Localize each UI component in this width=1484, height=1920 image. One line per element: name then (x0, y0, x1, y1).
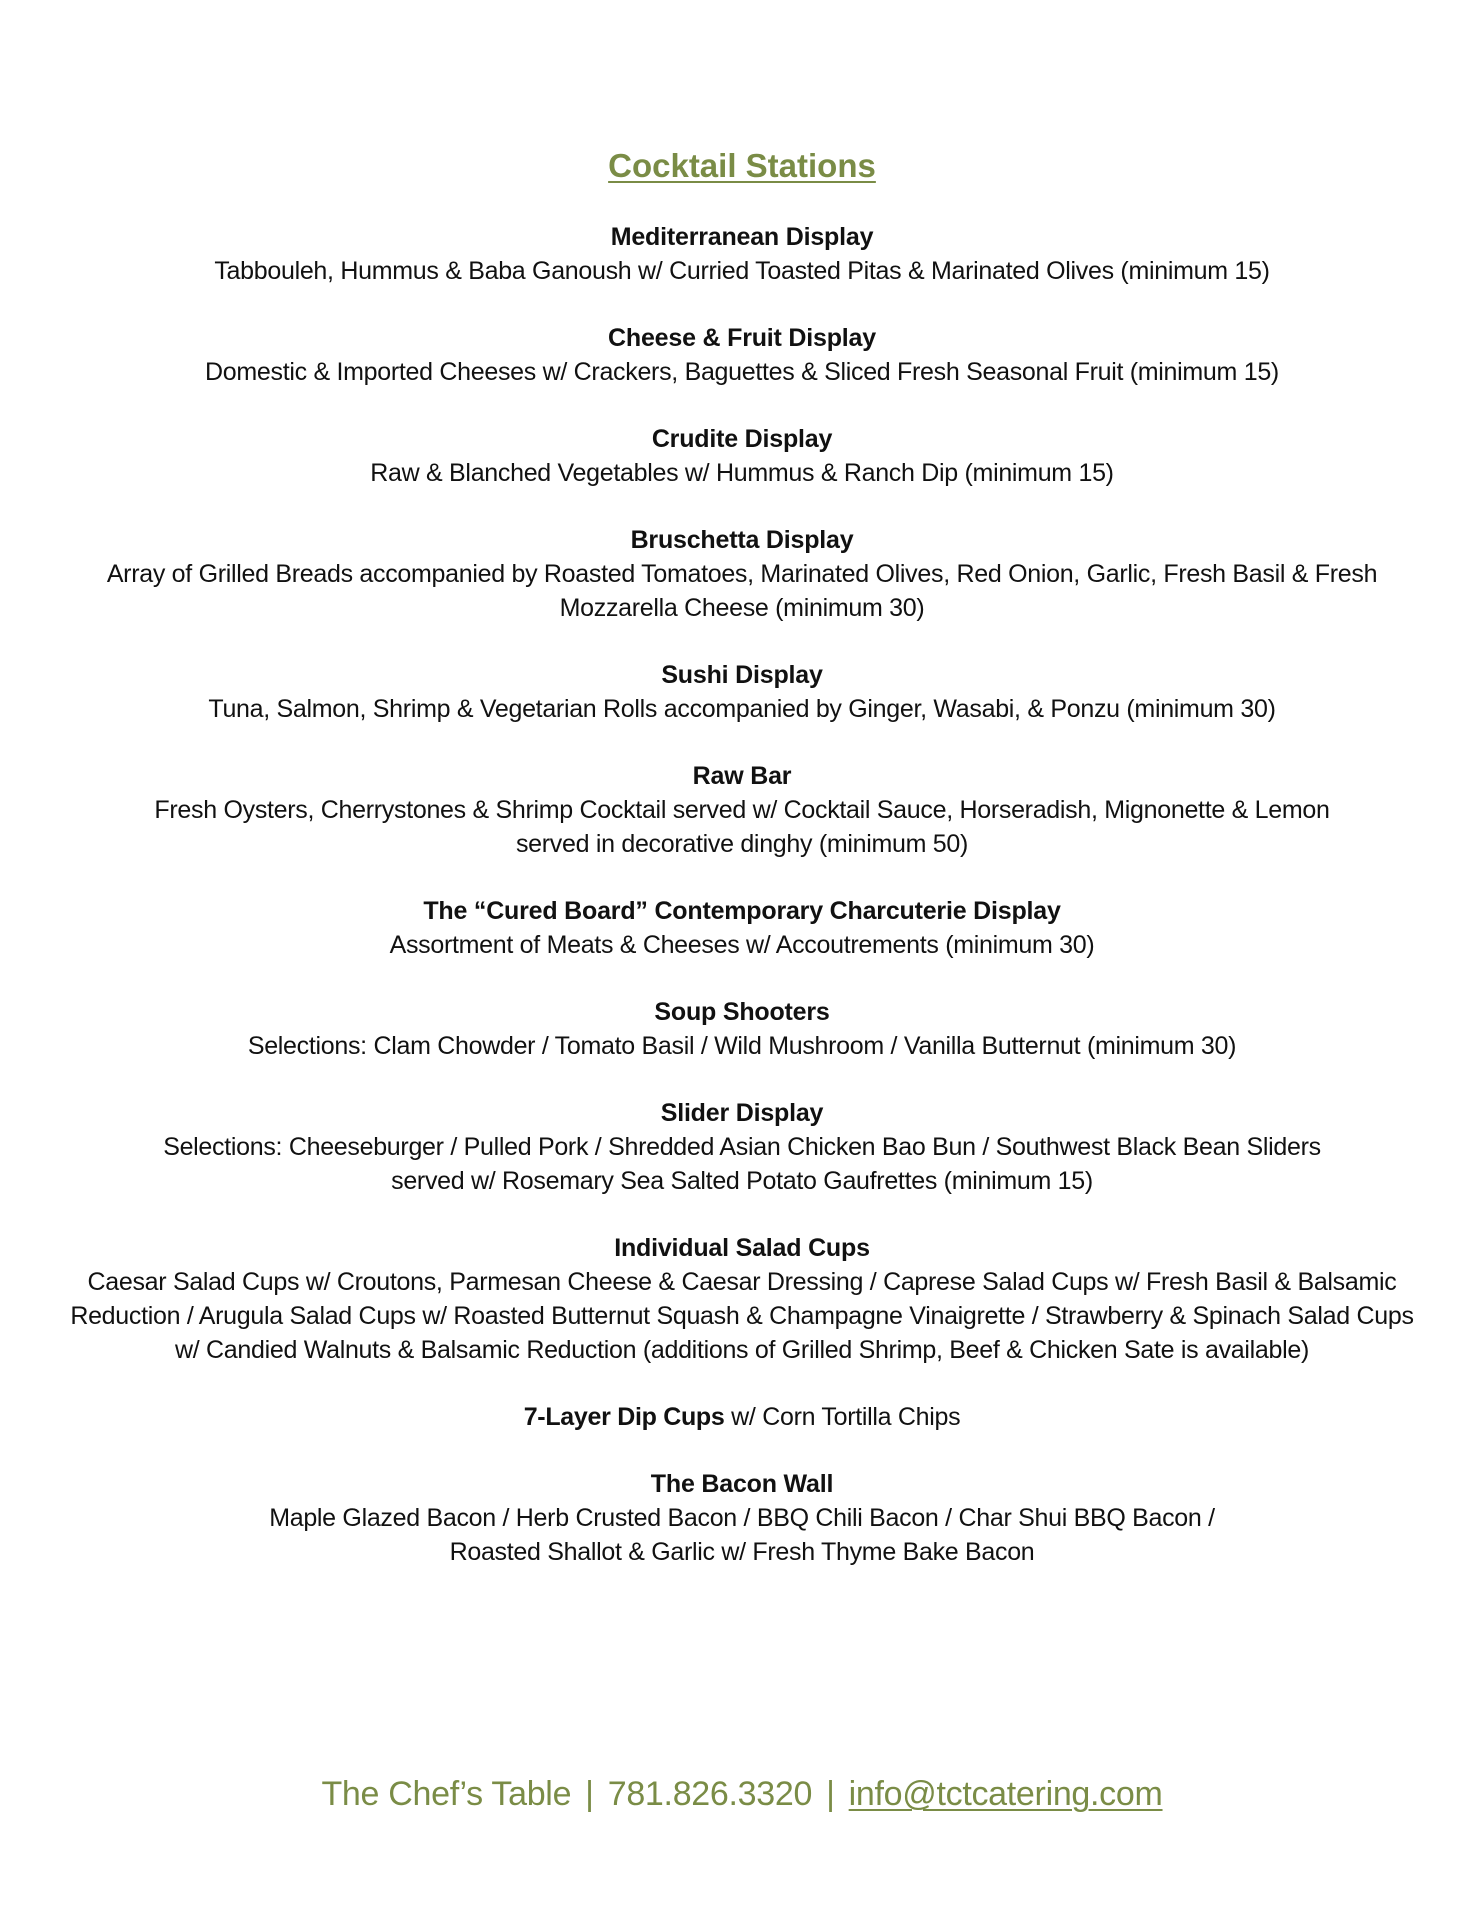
station-name: Individual Salad Cups (614, 1234, 870, 1262)
station-cheese-fruit (60, 321, 1424, 389)
station-raw-bar (60, 759, 1424, 861)
station-soup-shooters (60, 995, 1424, 1063)
station-description-line: Fresh Oysters, Cherrystones & Shrimp Cocktail served w/ Cocktail Sauce, Horseradish, Mignonette & Lemon (154, 796, 1330, 824)
station-description: Assortment of Meats & Cheeses w/ Accoutrements (minimum 30) (389, 931, 1095, 959)
station-name: Sushi Display (661, 661, 823, 689)
station-name: Soup Shooters (654, 998, 830, 1026)
station-description-line: Roasted Shallot & Garlic w/ Fresh Thyme Bake Bacon (449, 1538, 1035, 1566)
station-sushi (60, 658, 1424, 726)
station-name: The Bacon Wall (650, 1470, 834, 1498)
station-description-line: Reduction / Arugula Salad Cups w/ Roasted Butternut Squash & Champagne Vinaigrette / Strawberry & Spinach Salad Cups (70, 1302, 1414, 1330)
phone-number: 781.826.3320 (607, 1775, 813, 1813)
station-description: Domestic & Imported Cheeses w/ Crackers, Baguettes & Sliced Fresh Seasonal Fruit (minimum 15) (205, 358, 1279, 386)
station-name: Crudite Display (651, 425, 833, 453)
station-name: Slider Display (660, 1099, 824, 1127)
footer-separator: | (585, 1775, 594, 1813)
station-description-line: w/ Candied Walnuts & Balsamic Reduction (additions of Grilled Shrimp, Beef & Chicken Sate is available) (175, 1336, 1309, 1364)
station-name: Cheese & Fruit Display (608, 324, 876, 352)
station-description-line: Maple Glazed Bacon / Herb Crusted Bacon / BBQ Chili Bacon / Char Shui BBQ Bacon / (269, 1504, 1215, 1532)
station-description: Raw & Blanched Vegetables w/ Hummus & Ranch Dip (minimum 15) (370, 459, 1114, 487)
station-salad-cups (60, 1231, 1424, 1367)
station-description-line: served w/ Rosemary Sea Salted Potato Gaufrettes (minimum 15) (391, 1167, 1093, 1195)
station-description: Tuna, Salmon, Shrimp & Vegetarian Rolls accompanied by Ginger, Wasabi, & Ponzu (minimum 30) (208, 695, 1276, 723)
station-name: The “Cured Board” Contemporary Charcuterie Display (423, 897, 1061, 925)
station-slider (60, 1096, 1424, 1198)
station-description-line: served in decorative dinghy (minimum 50) (515, 830, 969, 858)
station-mediterranean (60, 220, 1424, 288)
station-name: 7-Layer Dip Cups (523, 1403, 725, 1431)
station-name: Mediterranean Display (610, 223, 874, 251)
station-bruschetta (60, 523, 1424, 625)
station-description-line: Array of Grilled Breads accompanied by Roasted Tomatoes, Marinated Olives, Red Onion, Garlic, Fresh Basil & Fresh (106, 560, 1378, 588)
station-cured-board (60, 894, 1424, 962)
station-bacon-wall (60, 1467, 1424, 1569)
station-crudite (60, 422, 1424, 490)
company-name: The Chef’s Table (321, 1775, 572, 1813)
station-description-line: Caesar Salad Cups w/ Croutons, Parmesan Cheese & Caesar Dressing / Caprese Salad Cups w/ Fresh Basil & Balsamic (87, 1268, 1397, 1296)
footer-separator: | (826, 1775, 835, 1813)
station-list (60, 220, 1424, 1602)
station-description-line: Selections: Cheeseburger / Pulled Pork / Shredded Asian Chicken Bao Bun / Southwest Black Bean Sliders (163, 1133, 1321, 1161)
page-title: Cocktail Stations (608, 147, 876, 184)
station-description-line: Mozzarella Cheese (minimum 30) (559, 594, 925, 622)
station-dip-cups (60, 1400, 1424, 1434)
station-description: Selections: Clam Chowder / Tomato Basil / Wild Mushroom / Vanilla Butternut (minimum 30) (247, 1032, 1237, 1060)
email-link[interactable]: info@tctcatering.com (848, 1775, 1163, 1813)
footer (0, 1772, 1484, 1816)
station-description: w/ Corn Tortilla Chips (724, 1403, 961, 1431)
station-name: Bruschetta Display (630, 526, 854, 554)
station-name: Raw Bar (692, 762, 792, 790)
station-description: Tabbouleh, Hummus & Baba Ganoush w/ Curried Toasted Pitas & Marinated Olives (minimum 15) (214, 257, 1270, 285)
